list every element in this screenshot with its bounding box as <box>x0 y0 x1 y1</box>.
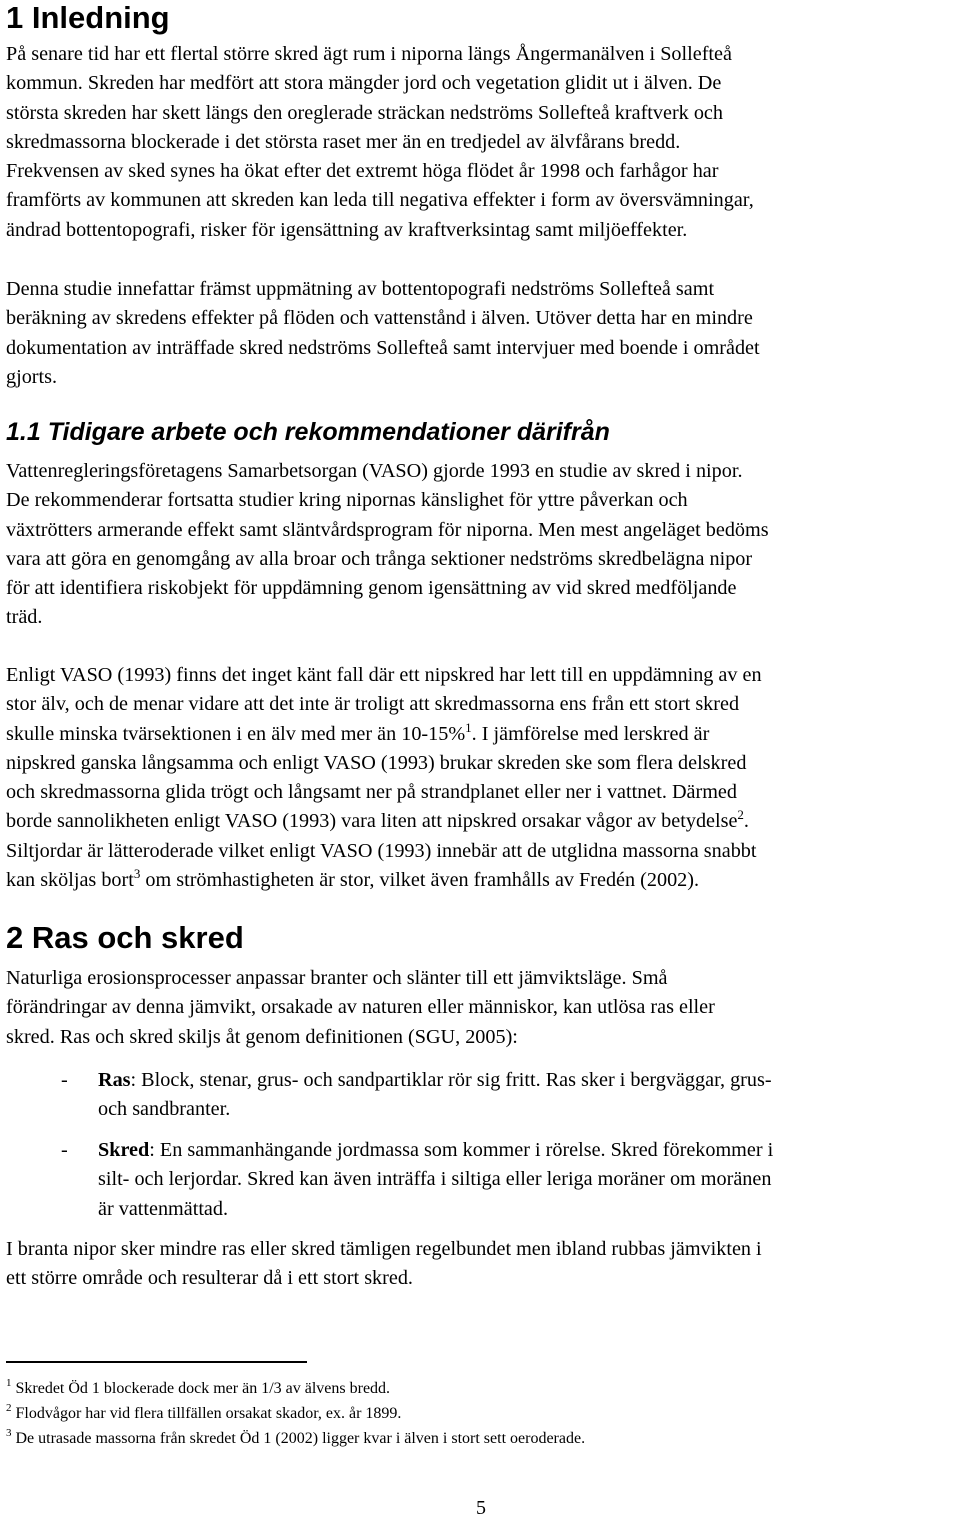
text-line: växtrötters armerande effekt samt släntvårdsprogram för niporna. Men mest angeläget bedöms <box>6 518 769 541</box>
text-line: Vattenregleringsföretagens Samarbetsorgan (VASO) gjorde 1993 en studie av skred i nipor. <box>6 460 743 482</box>
list-item-body <box>98 1136 958 1224</box>
text-line: Frekvensen av sked synes ha ökat efter det extremt höga flödet år 1998 och farhågor har <box>6 160 719 183</box>
text-line <box>98 1066 958 1095</box>
text-line: nipskred ganska långsamma och enligt VASO (1993) brukar skreden ske som flera delskred <box>6 751 747 774</box>
footnote-1 <box>6 1376 585 1401</box>
text-line <box>6 720 956 749</box>
list-dash: - <box>61 1069 68 1091</box>
text-line: vara att göra en genomgång av alla broar och trånga sektioner nedströms skredbelägna nipor <box>6 547 753 570</box>
text-line: De rekommenderar fortsatta studier kring nipornas känslighet för yttre påverkan och <box>6 489 688 512</box>
text-line: ändrad bottentopografi, risker för igensättning av kraftverksintag samt miljöeffekter. <box>6 218 688 241</box>
text-line: och sandbranter. <box>98 1098 231 1121</box>
text-line: dokumentation av inträffade skred nedströms Sollefteå samt intervjuer med boende i området <box>6 336 760 359</box>
paragraph-tidigare-arbete-1 <box>6 457 956 633</box>
text-line: största skreden har skett längs den oreglerade sträckan nedströms Sollefteå kraftverk och <box>6 101 723 124</box>
text-line: förändringar av denna jämvikt, orsakade av naturen eller människor, kan utlösa ras eller <box>6 996 715 1019</box>
text-line: gjorts. <box>6 365 58 388</box>
paragraph-ras-och-skred-1 <box>6 964 956 1052</box>
text-line: ett större område och resulterar då i ett stort skred. <box>6 1267 413 1290</box>
text-segment: : Block, stenar, grus- och sandpartiklar rör sig fritt. Ras sker i bergväggar, grus- <box>130 1069 772 1091</box>
text-line: skred. Ras och skred skiljs åt genom definitionen (SGU, 2005): <box>6 1025 518 1048</box>
footnote-ref-2[interactable]: 2 <box>737 807 744 823</box>
text-line: träd. <box>6 606 43 629</box>
footnote-3 <box>6 1426 585 1451</box>
page-number: 5 <box>476 1497 486 1519</box>
footnote-number: 1 <box>6 1377 12 1389</box>
text-line: silt- och lerjordar. Skred kan även inträffa i siltiga eller leriga moräner om moränen <box>98 1168 772 1191</box>
footnote-separator <box>6 1361 307 1363</box>
footnote-number: 3 <box>6 1427 12 1439</box>
text-line: Enligt VASO (1993) finns det inget känt fall där ett nipskred har lett till en uppdämning av en <box>6 664 762 686</box>
text-line: för att identifiera riskobjekt för uppdämning genom igensättning av vid skred medföljande <box>6 577 737 600</box>
text-line <box>6 807 956 836</box>
section-heading-inledning: 1 Inledning <box>6 0 170 35</box>
paragraph-tidigare-arbete-2 <box>6 661 956 895</box>
footnote-text: De utrasade massorna från skredet Öd 1 (2002) ligger kvar i älven i stort sett oeroderade. <box>11 1430 586 1447</box>
text-line: skredmassorna blockerade i det största raset mer än en tredjedel av älvfårans bredd. <box>6 130 681 153</box>
term-ras: Ras <box>98 1069 131 1091</box>
text-line: Siltjordar är lätteroderade vilket enligt VASO (1993) innebär att de utglidna massorna snabbt <box>6 839 757 862</box>
list-dash: - <box>61 1139 68 1161</box>
text-segment: . I jämförelse med lerskred är <box>471 722 710 745</box>
text-line <box>6 866 956 895</box>
text-line: Naturliga erosionsprocesser anpassar branter och slänter till ett jämviktsläge. Små <box>6 967 668 989</box>
section-heading-ras-och-skred: 2 Ras och skred <box>6 920 244 955</box>
footnote-number: 2 <box>6 1402 12 1414</box>
text-segment: : En sammanhängande jordmassa som kommer i rörelse. Skred förekommer i <box>149 1139 774 1161</box>
text-segment: skulle minska tvärsektionen i en älv med mer än 10-15% <box>6 722 466 745</box>
paragraph-ras-och-skred-2 <box>6 1235 956 1294</box>
text-line: är vattenmättad. <box>98 1197 229 1220</box>
footnote-ref-3[interactable]: 3 <box>133 866 141 882</box>
text-segment: borde sannolikheten enligt VASO (1993) vara liten att nipskred orsakar vågor av betydelse <box>6 810 738 833</box>
footnotes <box>6 1376 585 1451</box>
text-line <box>98 1136 958 1165</box>
text-line: I branta nipor sker mindre ras eller skred tämligen regelbundet men ibland rubbas jämvikten i <box>6 1238 762 1260</box>
text-line: Denna studie innefattar främst uppmätning av bottentopografi nedströms Sollefteå samt <box>6 278 715 300</box>
footnote-text: Skredet Öd 1 blockerade dock mer än 1/3 av älvens bredd. <box>11 1380 391 1397</box>
paragraph-inledning-2 <box>6 275 956 392</box>
list-item-body <box>98 1066 958 1125</box>
term-skred: Skred <box>98 1139 150 1161</box>
text-line: framförts av kommunen att skreden kan leda till negativa effekter i form av översvämningar, <box>6 189 754 212</box>
footnote-ref-1[interactable]: 1 <box>465 719 472 735</box>
subsection-heading-tidigare-arbete: 1.1 Tidigare arbete och rekommendationer därifrån <box>6 418 610 446</box>
text-line: På senare tid har ett flertal större skred ägt rum i niporna längs Ångermanälven i Sollefteå <box>6 43 732 65</box>
text-line: och skredmassorna glida trögt och långsamt ner på strandplanet eller ner i vattnet. Därmed <box>6 781 737 804</box>
text-line: beräkning av skredens effekter på flöden och vattenstånd i älven. Utöver detta har en mindre <box>6 307 753 330</box>
footnote-text: Flodvågor har vid flera tillfällen orsakat skador, ex. år 1899. <box>11 1405 402 1422</box>
footnote-2 <box>6 1401 585 1426</box>
text-segment: . <box>743 810 749 833</box>
paragraph-inledning-1 <box>6 40 956 245</box>
text-segment: kan sköljas bort <box>6 869 134 892</box>
text-line: kommun. Skreden har medfört att stora mängder jord och vegetation glidit ut i älven. De <box>6 72 722 95</box>
text-line: stor älv, och de menar vidare att det inte är troligt att skredmassorna ens från ett stort skred <box>6 693 740 716</box>
text-segment: om strömhastigheten är stor, vilket även framhålls av Fredén (2002). <box>140 869 700 892</box>
